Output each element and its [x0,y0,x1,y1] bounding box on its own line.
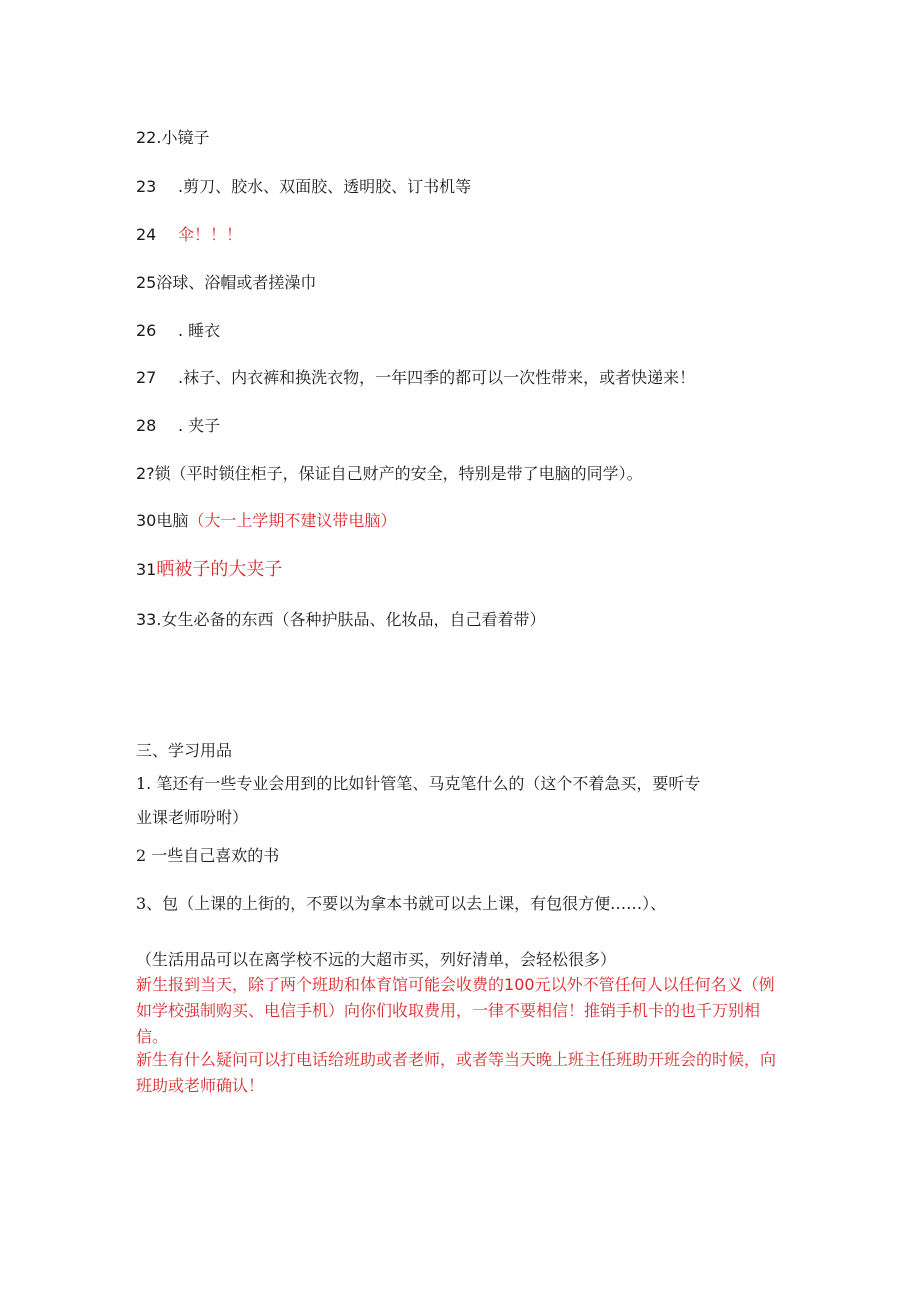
study-item-1-line-2: 业课老师吩咐） [136,808,249,827]
item-text: 晒被子的大夹子 [156,559,283,580]
item-30 [136,511,396,531]
item-22 [136,128,209,148]
item-33 [136,610,545,630]
item-text: . 夹子 [178,416,221,435]
item-text: 电脑 [156,511,189,530]
item-number: 30 [136,511,157,530]
item-31 [136,560,282,580]
item-24 [136,225,242,245]
item-27 [136,368,695,388]
item-number: 26 [136,321,157,340]
study-item-1-line-1: 1. 笔还有一些专业会用到的比如针管笔、马克笔什么的（这个不着急买，要听专 [136,774,701,793]
shopping-tip: （生活用品可以在离学校不远的大超市买，列好清单，会轻松很多） [136,950,617,969]
item-note: （大一上学期不建议带电脑） [188,511,397,530]
item-number: 25 [136,273,157,292]
study-item-3: 3、包（上课的上街的，不要以为拿本书就可以去上课，有包很方便……）、 [136,894,667,913]
item-text: .袜子、内衣裤和换洗衣物，一年四季的都可以一次性带来，或者快递来！ [178,368,696,387]
item-text: 小镜子 [161,128,210,147]
fee-warning [136,972,786,1050]
fee-amount: 100 [504,975,535,994]
item-text: 伞！！！ [178,225,243,244]
item-text: 浴球、浴帽或者搓澡巾 [156,273,317,292]
item-number: 33. [136,610,162,629]
item-26 [136,321,220,341]
item-text: 女生必备的东西（各种护肤品、化妆品，自己看着带） [161,610,546,629]
item-number: 31 [136,560,157,579]
item-number: 23 [136,177,157,196]
item-25 [136,273,316,293]
item-text: 锁（平时锁住柜子，保证自己财产的安全，特别是带了电脑的同学）。 [154,464,643,483]
item-28 [136,416,220,436]
item-number: 2? [136,464,155,483]
item-number: 27 [136,368,157,387]
contact-notice: 新生有什么疑问可以打电话给班助或者老师，或者等当天晚上班主任班助开班会的时候，向班助或老师确认！ [136,1050,777,1095]
fee-warning-text-a: 新生报到当天，除了两个班助和体育馆可能会收费的 [136,975,505,994]
study-item-2: 2 一些自己喜欢的书 [136,846,280,865]
item-text: . 睡衣 [178,321,221,340]
item-23 [136,177,471,197]
item-text: .剪刀、胶水、双面胶、透明胶、订书机等 [178,177,472,196]
item-number: 24 [136,225,157,244]
item-number: 22. [136,128,162,147]
item-29 [136,464,643,484]
section-heading: 三、学习用品 [136,741,233,760]
fee-warning-text-b: 元以外不管任何人以任何名义（例如学校强制购买、电信手机）向你们收取费用，一律不要相信！推销手机卡的也千万别相信。 [136,975,775,1046]
item-number: 28 [136,416,157,435]
